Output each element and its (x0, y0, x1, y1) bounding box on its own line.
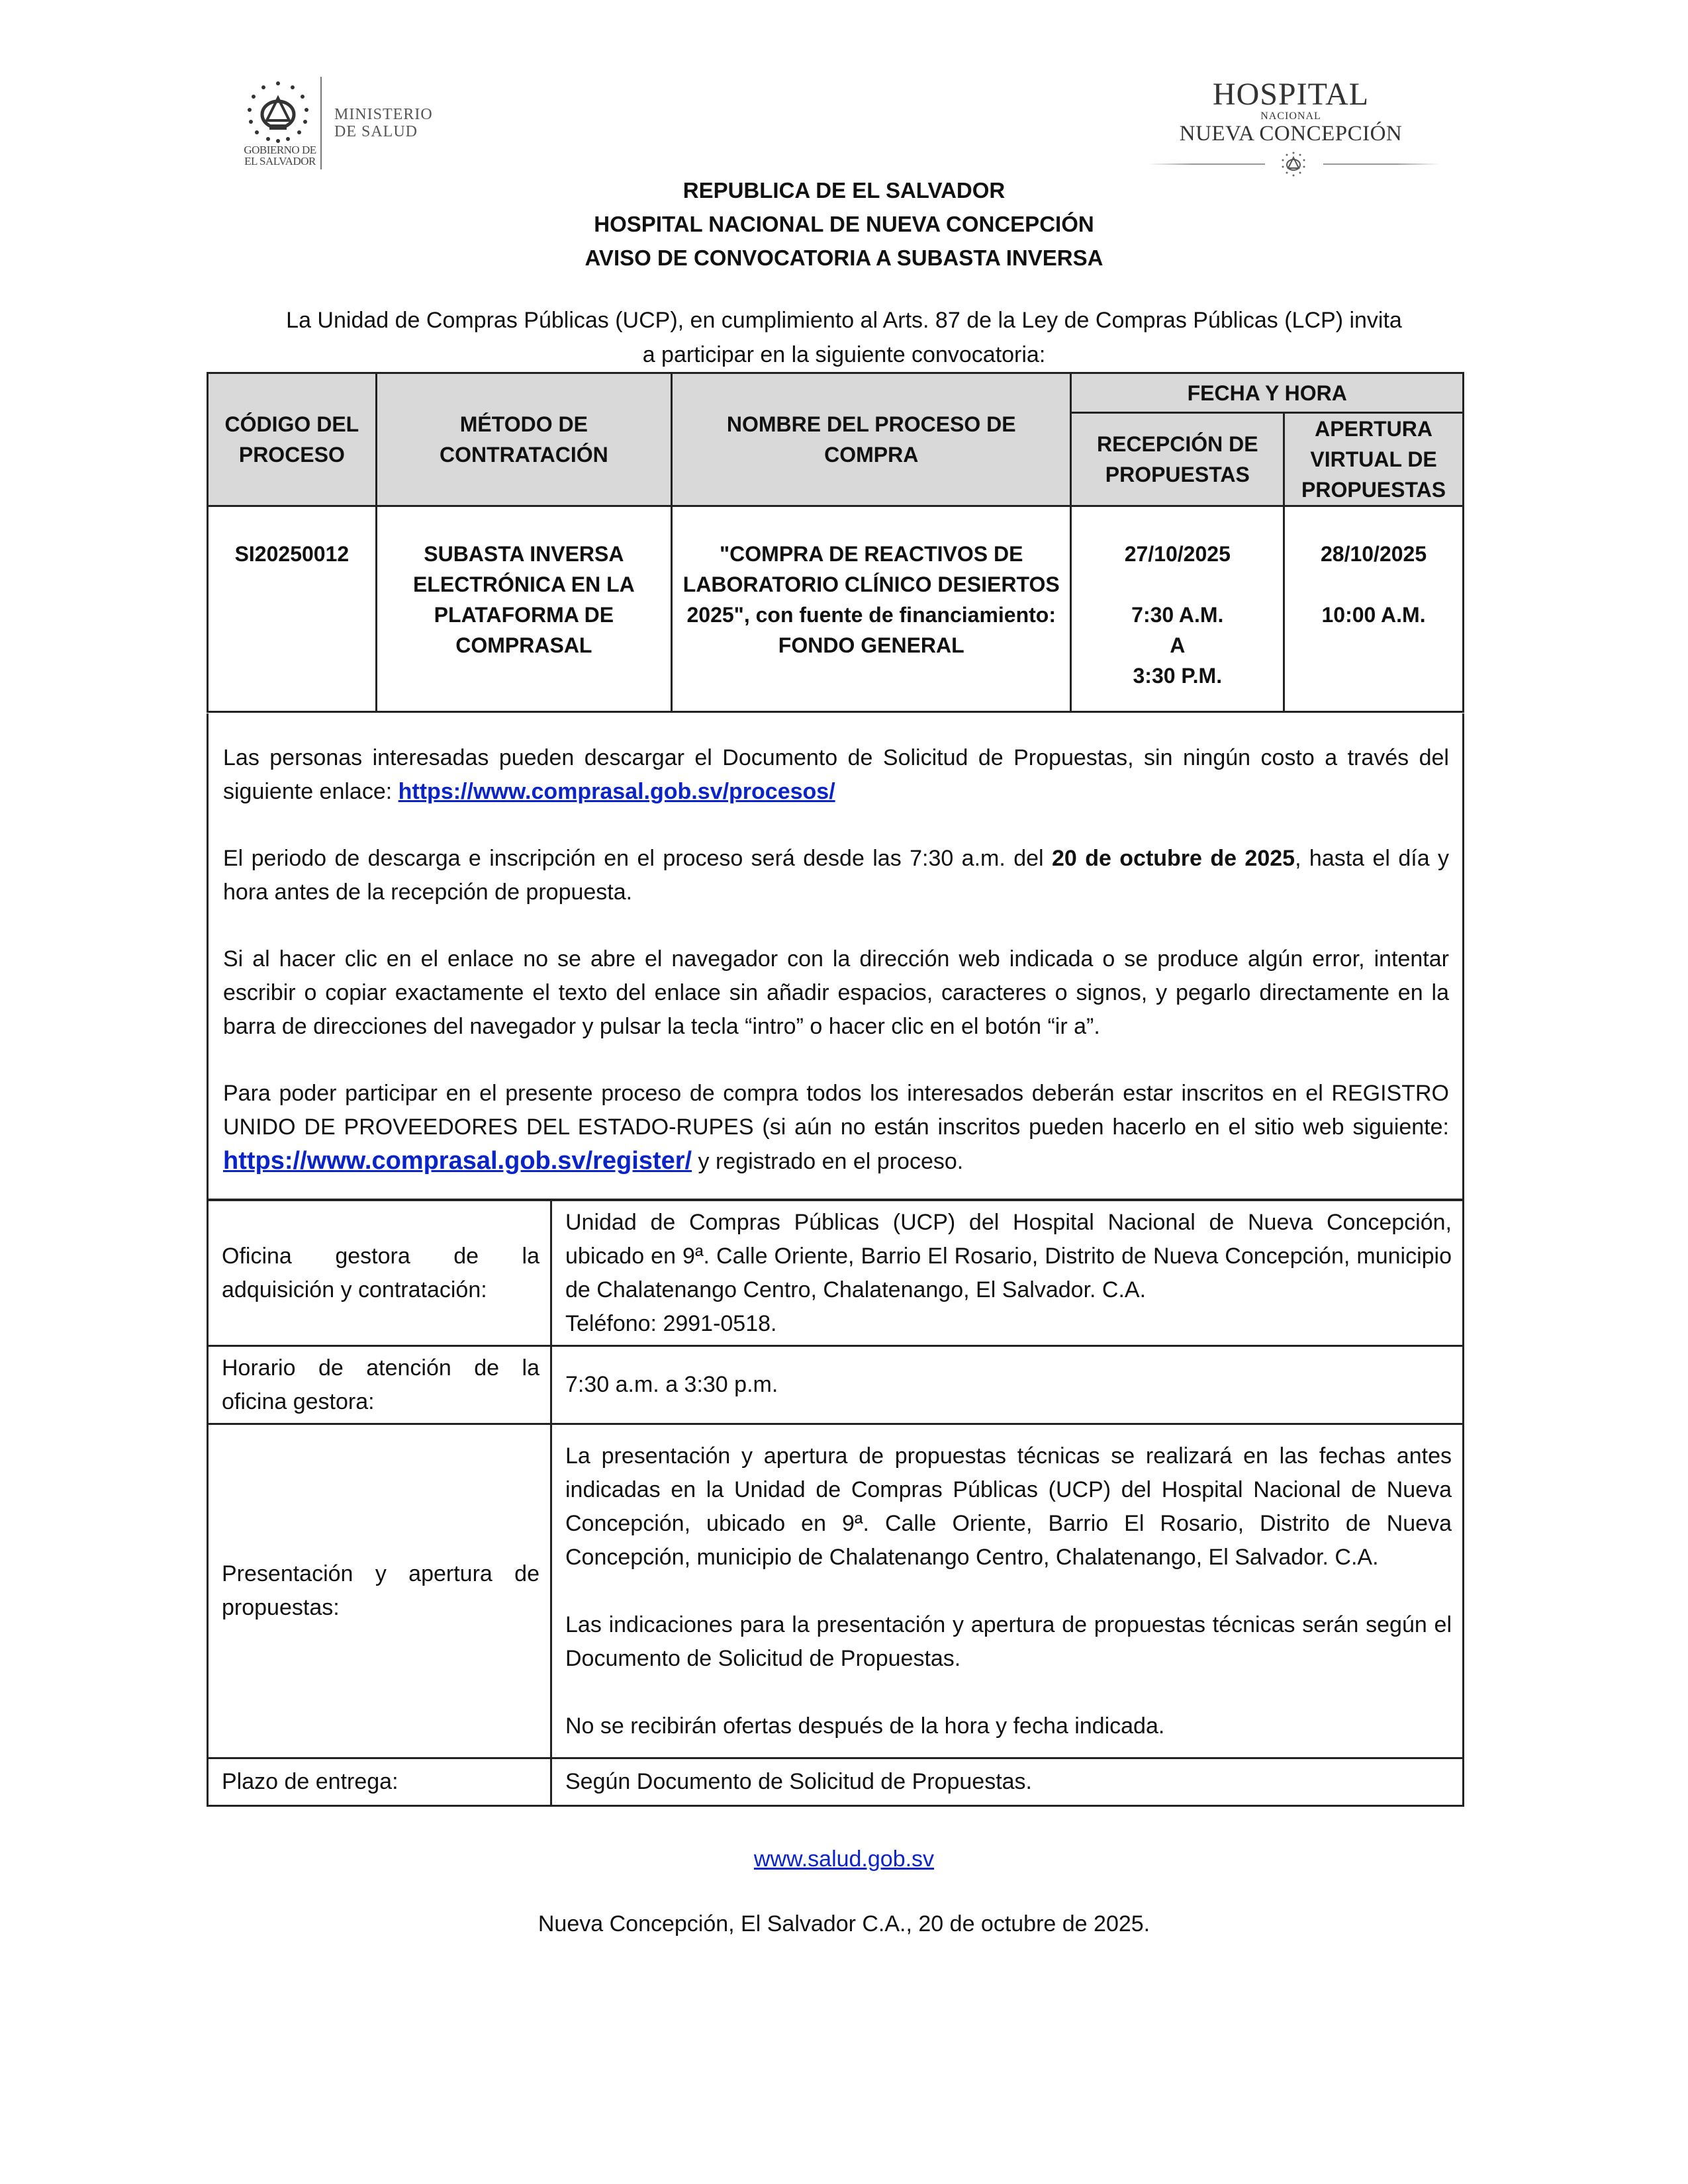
title-line2: HOSPITAL NACIONAL DE NUEVA CONCEPCIÓN (594, 212, 1094, 236)
oficina-phone: Teléfono: 2991-0518. (565, 1310, 777, 1336)
register-link[interactable]: https://www.comprasal.gob.sv/register/ (223, 1147, 692, 1175)
period-text-b: , hasta el día y hora antes de la recepción de propuesta. (223, 846, 1449, 905)
table-row (208, 1758, 1464, 1806)
info-value-oficina (551, 1201, 1464, 1346)
cell-apertura (1284, 506, 1464, 712)
hospital-logo-line1: HOSPITAL (1212, 77, 1370, 112)
info-value-presentacion (551, 1424, 1464, 1758)
recepcion-fecha: 27/10/2025 (1124, 542, 1231, 566)
cell-codigo: SI20250012 (208, 506, 377, 712)
oficina-address: Unidad de Compras Públicas (UCP) del Hospital Nacional de Nueva Concepción, ubicado en 9ª. Calle Oriente, Barrio El Rosario, Distrito de Nueva Concepción, municipio de Chalatenango Centro, Chalatenango, El Salvador. C.A. (565, 1209, 1452, 1302)
title-line1: REPUBLICA DE EL SALVADOR (682, 178, 1006, 203)
info-label-oficina: Oficina gestora de la adquisición y contratación: (208, 1201, 551, 1346)
header-apertura: APERTURA VIRTUAL DE PROPUESTAS (1284, 413, 1464, 506)
period-date: 20 de octubre de 2025 (1051, 846, 1295, 871)
document-title (0, 173, 1688, 275)
procesos-link[interactable]: https://www.comprasal.gob.sv/procesos/ (398, 779, 835, 804)
table-row (208, 506, 1464, 712)
ministerio-salud-logo-text (334, 106, 433, 140)
intro-paragraph (218, 303, 1470, 372)
gobierno-caption-line1: GOBIERNO DE (244, 144, 316, 156)
presentacion-text: La presentación y apertura de propuestas técnicas se realizará en las fechas antes indicadas en la Unidad de Compras Públicas (UCP) del Hospital Nacional de Nueva Concepción, ubicado en 9ª. Calle Oriente, Barrio El Rosario, Distrito de Nueva Concepción, municipio de Chalatenango Centro, Chalatenango, El Salvador. C.A. (565, 1443, 1452, 1570)
header-codigo: CÓDIGO DEL PROCESO (208, 373, 377, 506)
gobierno-caption-line2: EL SALVADOR (244, 155, 316, 167)
gobierno-caption (227, 144, 333, 167)
intro-line2: a participar en la siguiente convocatoria: (642, 342, 1046, 367)
download-paragraph (223, 741, 1449, 809)
title-line3: AVISO DE CONVOCATORIA A SUBASTA INVERSA (585, 246, 1103, 270)
rupes-text-a: Para poder participar en el presente proceso de compra todos los interesados deberán estar inscritos en el REGISTRO UNIDO DE PROVEEDORES DEL ESTADO-RUPES (si aún no están inscritos pueden hacerlo en el sitio web siguiente: (223, 1081, 1449, 1140)
ministry-line2: DE SALUD (334, 123, 418, 140)
recepcion-a: A (1170, 633, 1186, 657)
instructions-block (207, 713, 1464, 1201)
intro-line1: La Unidad de Compras Públicas (UCP), en cumplimiento al Arts. 87 de la Ley de Compras Públicas (LCP) invita (286, 308, 1402, 333)
info-label-presentacion: Presentación y apertura de propuestas: (208, 1424, 551, 1758)
ministry-line1: MINISTERIO (334, 106, 433, 123)
apertura-fecha: 28/10/2025 (1320, 542, 1427, 566)
hospital-logo-line3: NUEVA CONCEPCIÓN (1179, 122, 1403, 146)
recepcion-hora-desde: 7:30 A.M. (1131, 603, 1224, 627)
header-fecha-hora: FECHA Y HORA (1071, 373, 1464, 413)
rupes-paragraph (223, 1077, 1449, 1179)
indicaciones-text: Las indicaciones para la presentación y apertura de propuestas técnicas serán según el Documento de Solicitud de Propuestas. (565, 1612, 1452, 1671)
link-help-paragraph: Si al hacer clic en el enlace no se abre el navegador con la dirección web indicada o se produce algún error, intentar escribir o copiar exactamente el texto del enlace sin añadir espacios, caracteres o signos, y pegarlo directamente en la barra de direcciones del navegador y pulsar la tecla “intro” o hacer clic en el botón “ir a”. (223, 946, 1449, 1039)
info-label-plazo: Plazo de entrega: (208, 1758, 551, 1806)
salud-website-link[interactable]: www.salud.gob.sv (753, 1846, 935, 1872)
table-row (208, 1424, 1464, 1758)
info-value-horario: 7:30 a.m. a 3:30 p.m. (551, 1346, 1464, 1424)
info-label-horario: Horario de atención de la oficina gestora: (208, 1346, 551, 1424)
hospital-logo-line2: NACIONAL (1260, 111, 1321, 122)
period-paragraph (223, 842, 1449, 909)
footer-link-container (0, 1846, 1688, 1872)
recepcion-hora-hasta: 3:30 P.M. (1133, 664, 1223, 688)
table-row (208, 1346, 1464, 1424)
rupes-text-b: y registrado en el proceso. (692, 1149, 964, 1174)
logo-divider (320, 77, 322, 169)
cell-nombre: "COMPRA DE REACTIVOS DE LABORATORIO CLÍNICO DESIERTOS 2025", con fuente de financiamiento: FONDO GENERAL (671, 506, 1070, 712)
table-row (208, 1201, 1464, 1346)
period-text-a: El periodo de descarga e inscripción en el proceso será desde las 7:30 a.m. del (223, 846, 1052, 871)
no-ofertas-text: No se recibirán ofertas después de la hora y fecha indicada. (565, 1713, 1165, 1739)
cell-metodo: SUBASTA INVERSA ELECTRÓNICA EN LA PLATAFORMA DE COMPRASAL (376, 506, 671, 712)
info-table (207, 1199, 1464, 1807)
header-nombre: NOMBRE DEL PROCESO DE COMPRA (671, 373, 1070, 506)
header-recepcion: RECEPCIÓN DE PROPUESTAS (1071, 413, 1284, 506)
convocatoria-table (207, 372, 1464, 713)
download-text: Las personas interesadas pueden descargar el Documento de Solicitud de Propuestas, sin ningún costo a través del siguiente enlace: (223, 745, 1449, 804)
apertura-hora: 10:00 A.M. (1321, 603, 1426, 627)
header-metodo: MÉTODO DE CONTRATACIÓN (376, 373, 671, 506)
footer-date-line: Nueva Concepción, El Salvador C.A., 20 de octubre de 2025. (538, 1911, 1150, 1936)
info-value-plazo: Según Documento de Solicitud de Propuestas. (551, 1758, 1464, 1806)
cell-recepcion (1071, 506, 1284, 712)
